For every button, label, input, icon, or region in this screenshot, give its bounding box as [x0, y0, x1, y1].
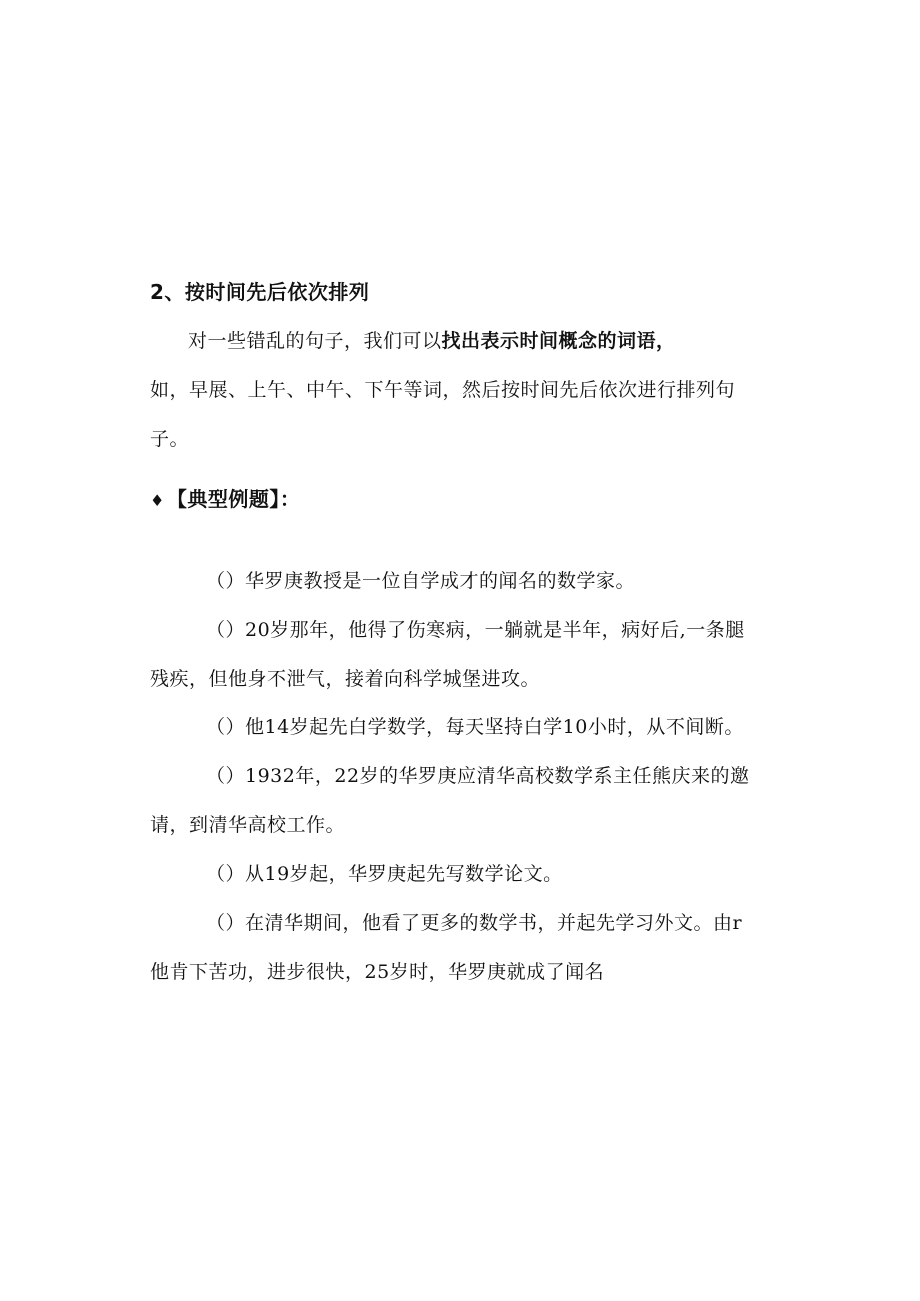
- intro-plain-text: 对一些错乱的句子，我们可以: [188, 330, 442, 352]
- intro-emphasized-text: 找出表示时间概念的词语，: [441, 330, 676, 352]
- example-item-2-line-2: 残疾，但他身不泄气，接着向科学城堡进攻。: [150, 668, 541, 690]
- example-item-6-line-2: 他肯下苦功，进步很快，25岁时，华罗庚就成了闻名: [150, 961, 605, 983]
- example-item-4-line-1: （）1932年，22岁的华罗庚应清华高校数学系主任熊庆来的邀: [206, 765, 750, 787]
- example-item-1: （）华罗庚教授是一位自学成才的闻名的数学家。: [206, 570, 636, 592]
- example-item-5: （）从19岁起，华罗庚起先写数学论文。: [206, 863, 563, 885]
- example-heading: [150, 486, 300, 514]
- example-item-4-line-2: 请，到清华高校工作。: [150, 814, 346, 836]
- example-item-2-line-1: （）20岁那年，他得了伤寒病，一躺就是半年，病好后,一条腿: [206, 619, 745, 641]
- example-item-6-line-1: （）在清华期间，他看了更多的数学书，并起先学习外文。由r: [206, 912, 743, 934]
- section-heading: 2、按时间先后依次排列: [150, 280, 370, 304]
- diamond-icon: ♦: [150, 491, 165, 510]
- intro-paragraph-line-1: [188, 328, 676, 354]
- example-item-3: （）他14岁起先白学数学，每天坚持白学10小时，从不间断。: [206, 716, 744, 738]
- intro-paragraph-line-2: 如，早展、上午、中午、下午等词，然后按时间先后依次进行排列句: [150, 379, 736, 401]
- example-title: 【典型例题】：: [166, 487, 301, 511]
- intro-paragraph-line-3: 子。: [150, 428, 190, 450]
